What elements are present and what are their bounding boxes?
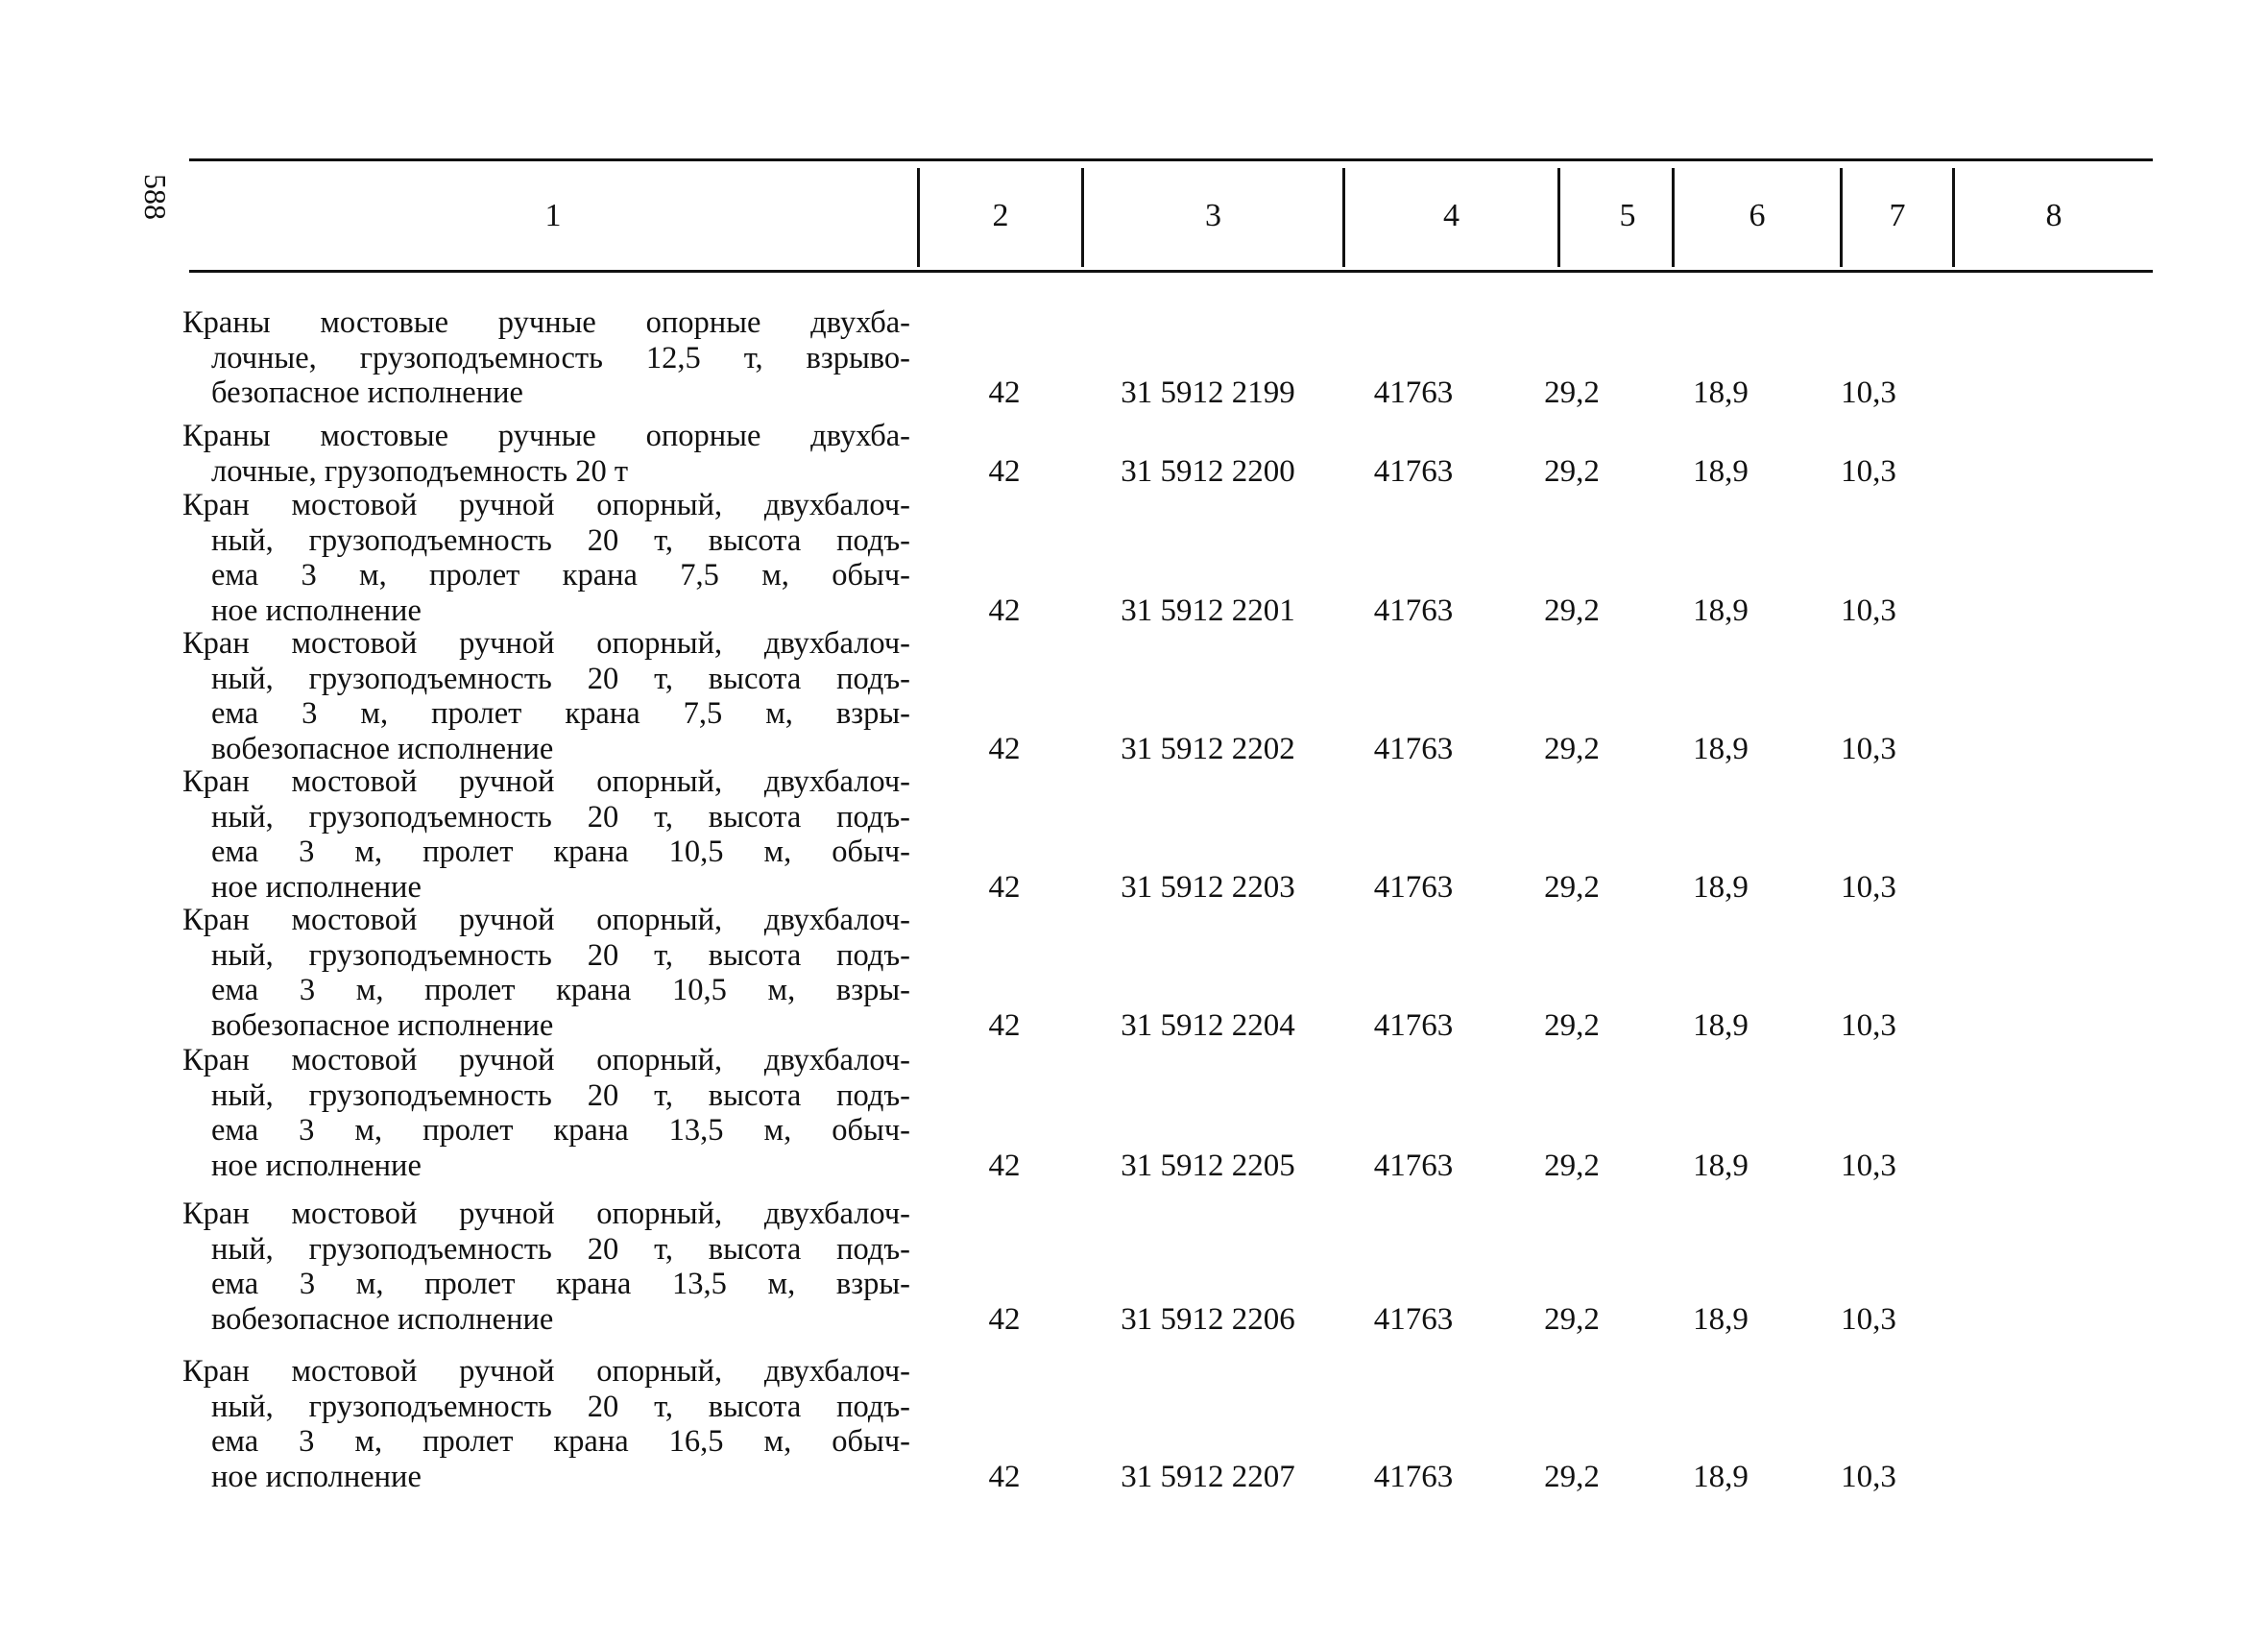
description-line: лочные, грузоподъемность 12,5 т, взрыво- bbox=[211, 340, 910, 375]
row-description bbox=[171, 488, 910, 628]
description-line: ный, грузоподъемность 20 т, высота подъ- bbox=[211, 661, 910, 696]
cell-col-6: 18,9 bbox=[1693, 869, 1749, 905]
description-line: ный, грузоподъемность 20 т, высота подъ- bbox=[211, 1077, 910, 1113]
description-line: Краны мостовые ручные опорные двухба- bbox=[182, 419, 910, 453]
description-line: Кран мостовой ручной опорный, двухбалоч- bbox=[182, 1043, 910, 1077]
row-description bbox=[171, 1197, 910, 1337]
table-top-rule bbox=[189, 158, 2153, 161]
cell-col-4: 41763 bbox=[1373, 731, 1454, 766]
description-line: вобезопасное исполнение bbox=[211, 731, 554, 766]
description-line: ное исполнение bbox=[211, 869, 422, 905]
row-description bbox=[171, 626, 910, 766]
cell-col-5: 29,2 bbox=[1544, 1148, 1600, 1183]
row-description bbox=[171, 1354, 910, 1494]
table-header-rule bbox=[189, 270, 2153, 273]
cell-col-3: 31 5912 2206 bbox=[1121, 1301, 1295, 1337]
cell-col-5: 29,2 bbox=[1544, 375, 1600, 410]
cell-col-2: 42 bbox=[988, 731, 1021, 766]
cell-col-4: 41763 bbox=[1373, 375, 1454, 410]
cell-col-7: 10,3 bbox=[1841, 731, 1896, 766]
description-line: ный, грузоподъемность 20 т, высота подъ- bbox=[211, 937, 910, 973]
cell-col-6: 18,9 bbox=[1693, 731, 1749, 766]
description-line: ема 3 м, пролет крана 7,5 м, обыч- bbox=[211, 558, 910, 593]
cell-col-5: 29,2 bbox=[1544, 1007, 1600, 1043]
cell-col-4: 41763 bbox=[1373, 1007, 1454, 1043]
cell-col-4: 41763 bbox=[1373, 453, 1454, 489]
row-description bbox=[171, 419, 910, 489]
cell-col-7: 10,3 bbox=[1841, 1459, 1896, 1494]
cell-col-2: 42 bbox=[988, 453, 1021, 489]
cell-col-5: 29,2 bbox=[1544, 593, 1600, 628]
column-header-1: 1 bbox=[544, 198, 562, 233]
description-line: ема 3 м, пролет крана 13,5 м, обыч- bbox=[211, 1113, 910, 1148]
cell-col-3: 31 5912 2205 bbox=[1121, 1148, 1295, 1183]
cell-col-6: 18,9 bbox=[1693, 1007, 1749, 1043]
column-header-3: 3 bbox=[1205, 198, 1221, 233]
column-header-4: 4 bbox=[1443, 198, 1460, 233]
column-header-7: 7 bbox=[1889, 198, 1906, 233]
cell-col-7: 10,3 bbox=[1841, 1148, 1896, 1183]
cell-col-6: 18,9 bbox=[1693, 1301, 1749, 1337]
description-line: вобезопасное исполнение bbox=[211, 1301, 554, 1337]
description-line: лочные, грузоподъемность 20 т bbox=[211, 453, 629, 489]
cell-col-7: 10,3 bbox=[1841, 375, 1896, 410]
column-header-6: 6 bbox=[1749, 198, 1766, 233]
cell-col-3: 31 5912 2203 bbox=[1121, 869, 1295, 905]
row-description bbox=[171, 903, 910, 1043]
cell-col-2: 42 bbox=[988, 1007, 1021, 1043]
description-line: вобезопасное исполнение bbox=[211, 1007, 554, 1043]
cell-col-6: 18,9 bbox=[1693, 1459, 1749, 1494]
description-line: Кран мостовой ручной опорный, двухбалоч- bbox=[182, 488, 910, 522]
cell-col-6: 18,9 bbox=[1693, 593, 1749, 628]
description-line: ема 3 м, пролет крана 10,5 м, взры- bbox=[211, 973, 910, 1007]
cell-col-5: 29,2 bbox=[1544, 1459, 1600, 1494]
cell-col-2: 42 bbox=[988, 1148, 1021, 1183]
description-line: ное исполнение bbox=[211, 593, 422, 628]
description-line: ный, грузоподъемность 20 т, высота подъ- bbox=[211, 522, 910, 558]
description-line: ное исполнение bbox=[211, 1148, 422, 1183]
cell-col-3: 31 5912 2207 bbox=[1121, 1459, 1295, 1494]
column-header-2: 2 bbox=[992, 198, 1009, 233]
row-description bbox=[171, 305, 910, 411]
cell-col-4: 41763 bbox=[1373, 593, 1454, 628]
cell-col-3: 31 5912 2201 bbox=[1121, 593, 1295, 628]
cell-col-5: 29,2 bbox=[1544, 1301, 1600, 1337]
cell-col-7: 10,3 bbox=[1841, 869, 1896, 905]
cell-col-4: 41763 bbox=[1373, 869, 1454, 905]
description-line: ема 3 м, пролет крана 13,5 м, взры- bbox=[211, 1267, 910, 1301]
cell-col-2: 42 bbox=[988, 1301, 1021, 1337]
row-description bbox=[171, 764, 910, 905]
cell-col-4: 41763 bbox=[1373, 1301, 1454, 1337]
cell-col-5: 29,2 bbox=[1544, 869, 1600, 905]
cell-col-6: 18,9 bbox=[1693, 1148, 1749, 1183]
cell-col-2: 42 bbox=[988, 593, 1021, 628]
column-header-8: 8 bbox=[2045, 198, 2063, 233]
description-line: ное исполнение bbox=[211, 1459, 422, 1494]
cell-col-7: 10,3 bbox=[1841, 1301, 1896, 1337]
cell-col-3: 31 5912 2202 bbox=[1121, 731, 1295, 766]
page-number: 588 bbox=[138, 174, 173, 220]
cell-col-3: 31 5912 2204 bbox=[1121, 1007, 1295, 1043]
description-line: Кран мостовой ручной опорный, двухбалоч- bbox=[182, 1197, 910, 1231]
description-line: Краны мостовые ручные опорные двухба- bbox=[182, 305, 910, 340]
cell-col-2: 42 bbox=[988, 375, 1021, 410]
cell-col-4: 41763 bbox=[1373, 1459, 1454, 1494]
description-line: ема 3 м, пролет крана 7,5 м, взры- bbox=[211, 696, 910, 731]
cell-col-6: 18,9 bbox=[1693, 375, 1749, 410]
description-line: ема 3 м, пролет крана 16,5 м, обыч- bbox=[211, 1424, 910, 1459]
description-line: Кран мостовой ручной опорный, двухбалоч- bbox=[182, 1354, 910, 1389]
description-line: Кран мостовой ручной опорный, двухбалоч- bbox=[182, 626, 910, 661]
description-line: ный, грузоподъемность 20 т, высота подъ- bbox=[211, 1389, 910, 1424]
description-line: Кран мостовой ручной опорный, двухбалоч- bbox=[182, 903, 910, 937]
cell-col-3: 31 5912 2200 bbox=[1121, 453, 1295, 489]
cell-col-3: 31 5912 2199 bbox=[1121, 375, 1295, 410]
description-line: безопасное исполнение bbox=[211, 375, 523, 410]
cell-col-7: 10,3 bbox=[1841, 593, 1896, 628]
row-description bbox=[171, 1043, 910, 1183]
cell-col-4: 41763 bbox=[1373, 1148, 1454, 1183]
description-line: ный, грузоподъемность 20 т, высота подъ- bbox=[211, 1231, 910, 1267]
cell-col-5: 29,2 bbox=[1544, 731, 1600, 766]
cell-col-7: 10,3 bbox=[1841, 1007, 1896, 1043]
description-line: ема 3 м, пролет крана 10,5 м, обыч- bbox=[211, 835, 910, 869]
description-line: ный, грузоподъемность 20 т, высота подъ- bbox=[211, 799, 910, 835]
description-line: Кран мостовой ручной опорный, двухбалоч- bbox=[182, 764, 910, 799]
cell-col-7: 10,3 bbox=[1841, 453, 1896, 489]
cell-col-2: 42 bbox=[988, 869, 1021, 905]
cell-col-6: 18,9 bbox=[1693, 453, 1749, 489]
column-header-5: 5 bbox=[1619, 198, 1636, 233]
cell-col-5: 29,2 bbox=[1544, 453, 1600, 489]
cell-col-2: 42 bbox=[988, 1459, 1021, 1494]
